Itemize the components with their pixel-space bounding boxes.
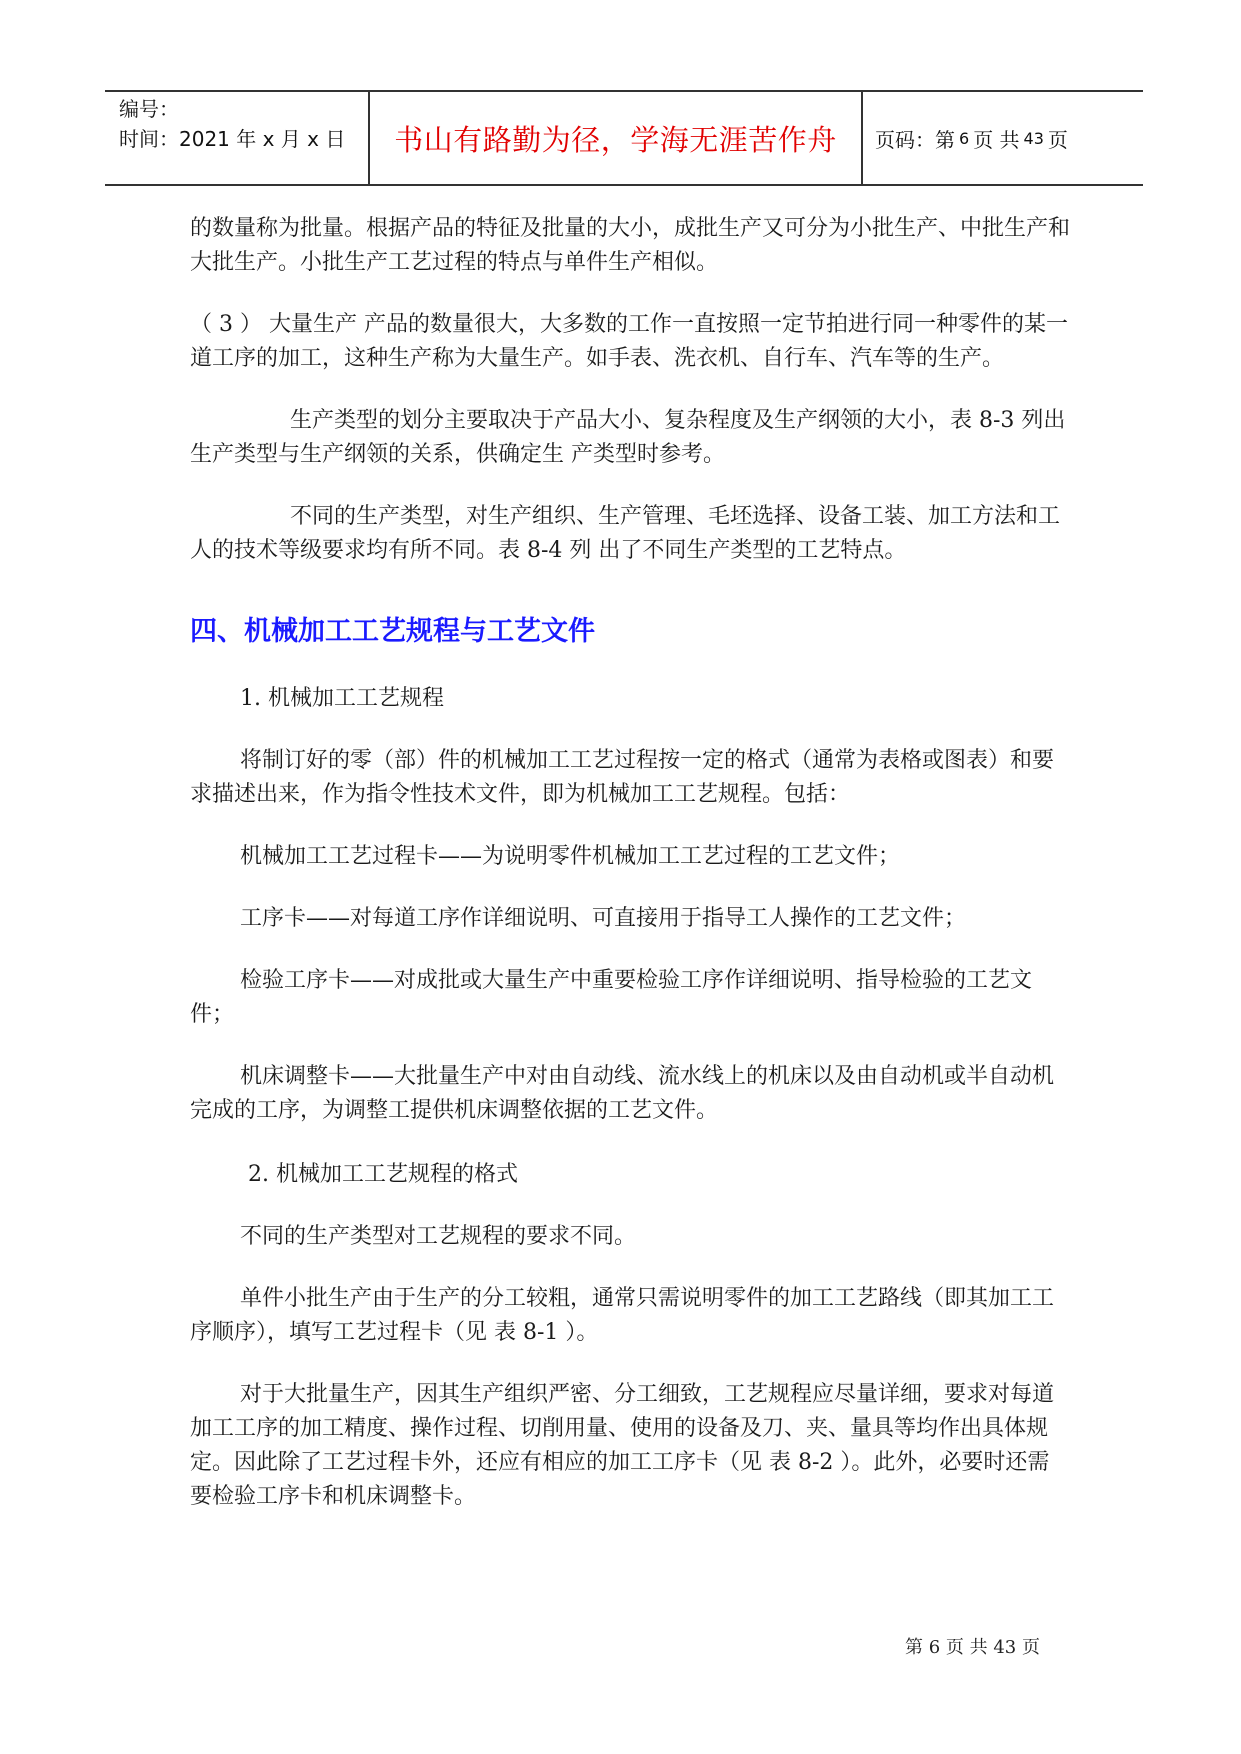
page-middle: 页 共: [973, 127, 1020, 152]
subsection-title: 2. 机械加工工艺规程的格式: [248, 1162, 518, 1187]
page-suffix: 页: [1047, 127, 1068, 152]
paragraph: 的数量称为批量。根据产品的特征及批量的大小，成批生产又可分为小批生产、中批生产和大批生产。小批生产工艺过程的特点与单件生产相似。: [190, 216, 1071, 275]
header-meta: [119, 94, 364, 154]
paragraph: 检验工序卡——对成批或大量生产中重要检验工序作详细说明、指导检验的工艺文件；: [190, 968, 1033, 1027]
paragraph: 机械加工工艺过程卡——为说明零件机械加工工艺过程的工艺文件；: [240, 844, 901, 869]
header-divider: [861, 92, 863, 184]
paragraph: 生产类型的划分主要取决于产品大小、复杂程度及生产纲领的大小，表 8-3 列出生产类型与生产纲领的关系，供确定生 产类型时参考。: [190, 408, 1066, 467]
section-title: 四、机械加工工艺规程与工艺文件: [190, 616, 595, 647]
document-body: [190, 212, 1070, 1514]
paragraph: 不同的生产类型，对生产组织、生产管理、毛坯选择、设备工装、加工方法和工人的技术等级要求均有所不同。表 8-4 列 出了不同生产类型的工艺特点。: [190, 504, 1061, 563]
paragraph: （ 3 ） 大量生产 产品的数量很大，大多数的工作一直按照一定节拍进行同一种零件的某一道工序的加工，这种生产称为大量生产。如手表、洗衣机、自行车、汽车等的生产。: [190, 312, 1068, 371]
page-header: [105, 90, 1143, 186]
subsection-title: 1. 机械加工工艺规程: [240, 686, 444, 711]
paragraph: 机床调整卡——大批量生产中对由自动线、流水线上的机床以及由自动机或半自动机完成的工序，为调整工提供机床调整依据的工艺文件。: [190, 1064, 1055, 1123]
page-current: 6: [959, 128, 970, 148]
paragraph: 将制订好的零（部）件的机械加工工艺过程按一定的格式（通常为表格或图表）和要求描述出来，作为指令性技术文件，即为机械加工工艺规程。包括：: [190, 748, 1055, 807]
page-footer: 第 6 页 共 43 页: [905, 1637, 1040, 1658]
page-prefix: 页码：第: [875, 127, 955, 152]
header-motto: 书山有路勤为径，学海无涯苦作舟: [394, 122, 837, 157]
time-label: 时间：2021 年 x 月 x 日: [119, 127, 346, 151]
page-total: 43: [1023, 128, 1044, 148]
serial-label: 编号：: [119, 97, 179, 121]
paragraph: 对于大批量生产，因其生产组织严密、分工细致，工艺规程应尽量详细，要求对每道加工工序的加工精度、操作过程、切削用量、使用的设备及刀、夹、量具等均作出具体规定。因此除了工艺过程卡外，还应有相应的加工工序卡（见 表 8-2 ）。此外，必要时还需要检验工序卡和机床调整卡。: [190, 1382, 1055, 1509]
paragraph: 工序卡——对每道工序作详细说明、可直接用于指导工人操作的工艺文件；: [240, 906, 967, 931]
paragraph: 不同的生产类型对工艺规程的要求不同。: [240, 1224, 637, 1249]
header-page-code: [875, 92, 1135, 184]
paragraph: 单件小批生产由于生产的分工较粗，通常只需说明零件的加工工艺路线（即其加工工序顺序），填写工艺过程卡（见 表 8-1 ）。: [190, 1286, 1055, 1345]
